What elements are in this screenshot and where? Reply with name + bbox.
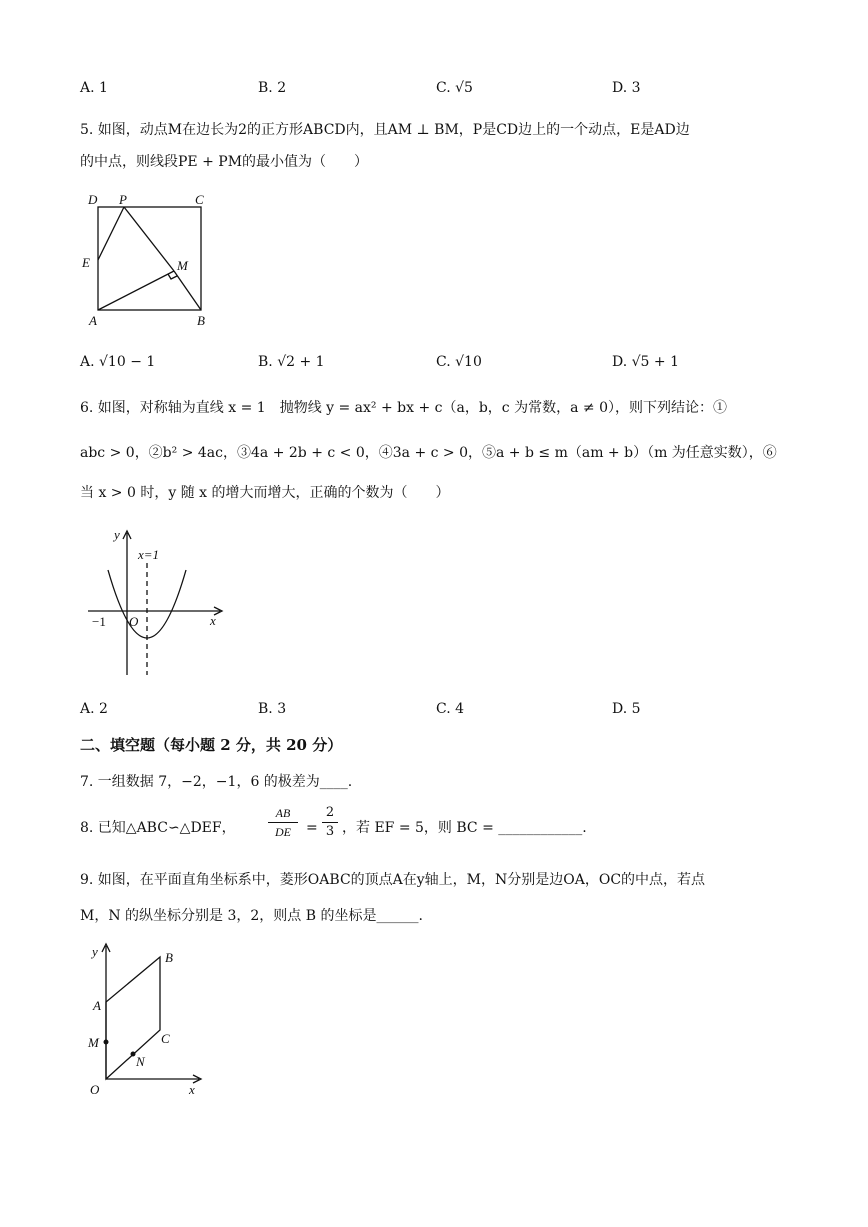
q4-option-a: A. 1 [80, 80, 108, 96]
label-c: C [161, 1031, 170, 1046]
label-b: B [197, 313, 205, 328]
segment-bm [174, 271, 201, 310]
label-c: C [195, 192, 204, 207]
q6-option-a: A. 2 [80, 701, 108, 717]
label-y: y [114, 527, 120, 542]
q8-frac2-den: 3 [325, 824, 335, 839]
q5-option-a: A. √10 − 1 [80, 354, 156, 370]
label-m: M [177, 258, 188, 273]
label-x: x [189, 1082, 195, 1097]
label-e: E [82, 255, 90, 270]
q5-text-line2: 的中点，则线段PE + PM的最小值为（ ） [80, 154, 369, 170]
label-o: O [90, 1082, 100, 1097]
q9-text-line1: 9. 如图，在平面直角坐标系中，菱形OABC的顶点A在y轴上，M，N分别是边OA，OC的中点，若点 [80, 872, 706, 888]
q6-text-line2: abc > 0，②b² > 4ac，③4a + 2b + c < 0，④3a + c > 0，⑤a + b ≤ m（am + b）（m 为任意实数），⑥ [80, 445, 777, 461]
q9-rhombus-figure [84, 942, 214, 1102]
q5-square-figure [80, 190, 220, 330]
rhombus-oabc [106, 957, 160, 1079]
q8-prefix: 8. 已知△ABC∽△DEF， [80, 820, 236, 836]
q8-fraction1 [268, 804, 298, 841]
label-b: B [165, 950, 173, 965]
label-y: y [92, 944, 98, 959]
segment-pm [124, 207, 174, 271]
q8-fraction2 [322, 804, 338, 841]
segment-pe [98, 207, 124, 260]
label-origin: O [129, 614, 139, 629]
label-x: x [210, 613, 216, 628]
label-a: A [89, 313, 97, 328]
label-symmetry-axis: x=1 [138, 547, 160, 562]
q7-text: 7. 一组数据 7，−2，−1，6 的极差为____. [80, 774, 353, 790]
q5-option-b: B. √2 + 1 [258, 354, 325, 370]
q5-option-c: C. √10 [436, 354, 482, 370]
q8-equals: = [306, 820, 318, 836]
q6-text-line1: 6. 如图，对称轴为直线 x = 1 抛物线 y = ax² + bx + c（a，b，c 为常数，a ≠ 0），则下列结论：① [80, 400, 727, 416]
label-minus-one: −1 [92, 614, 106, 629]
right-angle-mark [168, 274, 177, 279]
label-d: D [88, 192, 98, 207]
q5-option-d: D. √5 + 1 [612, 354, 679, 370]
q6-option-b: B. 3 [258, 701, 287, 717]
q6-option-d: D. 5 [612, 701, 641, 717]
point-n [131, 1052, 136, 1057]
section2-heading: 二、填空题（每小题 2 分，共 20 分） [80, 736, 343, 754]
label-n: N [136, 1054, 145, 1069]
q6-parabola-figure [86, 525, 231, 685]
label-p: P [119, 192, 127, 207]
q4-option-b: B. 2 [258, 80, 287, 96]
q9-text-line2: M，N 的纵坐标分别是 3，2，则点 B 的坐标是______. [80, 908, 423, 924]
label-m: M [88, 1035, 99, 1050]
point-m [104, 1040, 109, 1045]
q8-frac1-den: DE [275, 825, 291, 839]
label-a: A [93, 998, 101, 1013]
q4-option-d: D. 3 [612, 80, 641, 96]
q6-option-c: C. 4 [436, 701, 465, 717]
q4-option-c: C. √5 [436, 80, 473, 96]
q8-suffix: ，若 EF = 5，则 BC = ____________. [342, 820, 587, 836]
q6-text-line3: 当 x > 0 时，y 随 x 的增大而增大，正确的个数为（ ） [80, 485, 450, 501]
segment-am [98, 271, 174, 310]
q5-text-line1: 5. 如图，动点M在边长为2的正方形ABCD内，且AM ⊥ BM，P是CD边上的一个动点，E是AD边 [80, 122, 690, 138]
q8-frac1-num: AB [268, 804, 298, 823]
q8-frac2-num: 2 [322, 804, 338, 823]
